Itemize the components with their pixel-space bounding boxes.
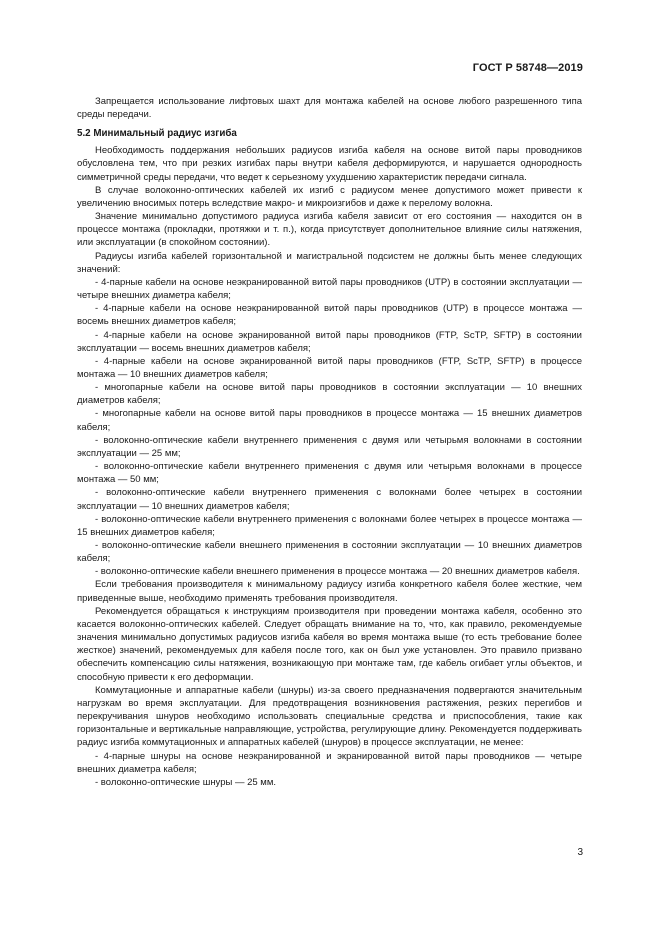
document-body	[77, 95, 582, 789]
paragraph: Значение минимально допустимого радиуса изгиба кабеля зависит от его состояния — находится он в процессе монтажа (прокладки, протяжки и т. п.), когда присутствует дополнительное влияние силы натяжения, или эксплуатации (в спокойном состоянии).	[77, 211, 582, 249]
list-item: - 4-парные кабели на основе неэкранированной витой пары проводников (UTP) в состоянии эксплуатации — четыре внешних диаметра кабеля;	[77, 276, 582, 302]
list-item: - волоконно-оптические кабели внутреннего применения с волокнами более четырех в состоянии эксплуатации — 10 внешних диаметров кабеля;	[77, 487, 582, 512]
paragraph: Коммутационные и аппаратные кабели (шнуры) из-за своего предназначения подвергаются значительным нагрузкам во время эксплуатации. Для предотвращения возникновения растяжения, резких перегибов и перекручивания шнуров необходимо использовать специальные средства и приспособления, такие как горизонтальные и вертикальные направляющие, устройства, регулирующие длину. Рекомендуется поддерживать радиус изгиба коммутационных и аппаратных кабелей (шнуров) в процессе эксплуатации, не менее:	[77, 684, 582, 749]
paragraph: Радиусы изгиба кабелей горизонтальной и магистральной подсистем не должны быть менее следующих значений:	[77, 250, 582, 275]
intro-paragraph: Запрещается использование лифтовых шахт для монтажа кабелей на основе любого разрешенного типа среды передачи.	[77, 96, 582, 121]
list-item: - 4-парные кабели на основе экранированной витой пары проводников (FTP, ScTP, SFTP) в состоянии эксплуатации — восемь внешних диаметров кабеля;	[77, 329, 582, 354]
page-number: 3	[577, 847, 583, 858]
list-item: - 4-парные кабели на основе экранированной витой пары проводников (FTP, ScTP, SFTP) в процессе монтажа — 10 внешних диаметров кабеля;	[77, 355, 582, 380]
cord-list	[77, 750, 582, 789]
section-paragraphs-a	[77, 144, 582, 276]
paragraph: Рекомендуется обращаться к инструкциям производителя при проведении монтажа кабеля, особенно это касается волоконно-оптических кабелей. Следует обращать внимание на то, что, как правило, рекомендуемые значения минимально допустимых радиусов изгиба кабеля во время монтажа выше (то есть требование более жесткое) значений, рекомендуемых для кабеля после того, как он был уже установлен. Это правило призвано обеспечить компенсацию силы натяжения, возникающую при монтаже там, где кабель огибает углы объектов, и способную привести к его деформации.	[77, 605, 582, 683]
list-item: - многопарные кабели на основе витой пары проводников в состоянии эксплуатации — 10 внешних диаметров кабеля;	[77, 382, 582, 407]
list-item: - волоконно-оптические кабели внутреннего применения с двумя или четырьмя волокнами в состоянии эксплуатации — 25 мм;	[77, 434, 582, 459]
list-item: - волоконно-оптические кабели внешнего применения в процессе монтажа — 20 внешних диаметров кабеля.	[95, 566, 580, 578]
list-item: - многопарные кабели на основе витой пары проводников в процессе монтажа — 15 внешних диаметров кабеля;	[77, 408, 582, 433]
radius-list	[77, 276, 582, 579]
standard-code: ГОСТ Р 58748—2019	[472, 62, 583, 74]
section-heading: 5.2 Минимальный радиус изгиба	[77, 128, 237, 140]
list-item: - волоконно-оптические кабели внутреннего применения с волокнами более четырех в процессе монтажа — 15 внешних диаметров кабеля;	[77, 513, 582, 538]
list-item: - волоконно-оптические кабели внутреннего применения с двумя или четырьмя волокнами в процессе монтажа — 50 мм;	[77, 461, 582, 486]
section-paragraphs-b	[77, 578, 582, 749]
paragraph: В случае волоконно-оптических кабелей их изгиб с радиусом менее допустимого может привести к увеличению вносимых потерь вследствие макро- и микроизгибов и даже к перелому волокна.	[77, 184, 582, 209]
list-item: - волоконно-оптические шнуры — 25 мм.	[95, 776, 277, 788]
list-item: - волоконно-оптические кабели внешнего применения в состоянии эксплуатации — 10 внешних диаметров кабеля;	[77, 540, 582, 565]
list-item: - 4-парные шнуры на основе неэкранированной и экранированной витой пары проводников — четыре внешних диаметра кабеля;	[77, 750, 582, 775]
paragraph: Если требования производителя к минимальному радиусу изгиба конкретного кабеля более жесткие, чем приведенные выше, необходимо применять требования производителя.	[77, 579, 582, 604]
paragraph: Необходимость поддержания небольших радиусов изгиба кабеля на основе витой пары проводников обусловлена тем, что при резких изгибах пары внутри кабеля деформируются, и нарушается однородность симметричной среды передачи, что ведет к серьезному ухудшению характеристик передачи сигнала.	[77, 145, 582, 183]
list-item: - 4-парные кабели на основе неэкранированной витой пары проводников (UTP) в процессе монтажа — восемь внешних диаметров кабеля;	[77, 303, 582, 328]
